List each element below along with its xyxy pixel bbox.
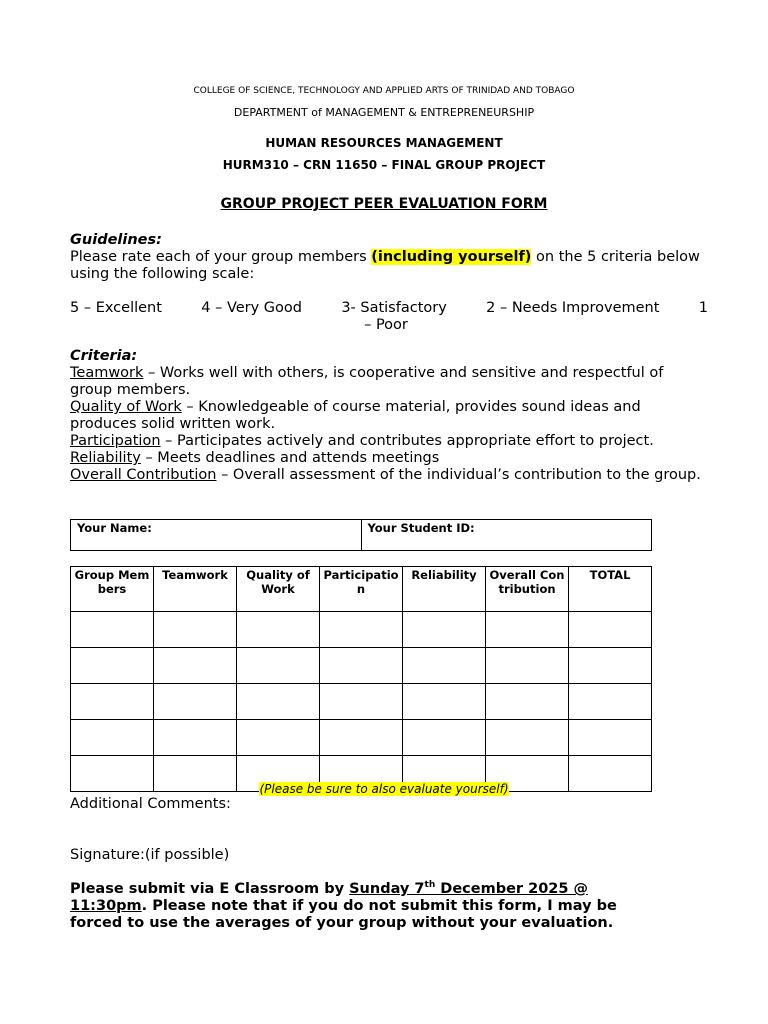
table-row <box>71 720 652 756</box>
table-cell[interactable] <box>569 720 652 756</box>
guidelines-section <box>70 232 702 283</box>
criterion-participation <box>70 433 702 450</box>
table-cell[interactable] <box>569 648 652 684</box>
table-cell[interactable] <box>154 720 237 756</box>
table-cell[interactable] <box>320 684 403 720</box>
scale-very-good: 4 – Very Good <box>201 300 302 316</box>
scale-excellent: 5 – Excellent <box>70 300 162 316</box>
table-row <box>71 684 652 720</box>
criterion-name: Teamwork <box>70 365 144 381</box>
table-row <box>71 612 652 648</box>
criterion-quality-of-work <box>70 399 702 433</box>
table-cell[interactable] <box>71 720 154 756</box>
table-cell[interactable] <box>237 648 320 684</box>
self-evaluation-note <box>0 782 768 796</box>
table-cell[interactable] <box>403 684 486 720</box>
table-cell[interactable] <box>71 648 154 684</box>
criterion-desc: – Knowledgeable of course material, provides sound ideas and produces solid written work. <box>70 399 641 432</box>
criterion-name: Reliability <box>70 450 141 466</box>
table-cell[interactable] <box>154 612 237 648</box>
header-group-members: Group Members <box>71 567 154 612</box>
scale-needs-improvement: 2 – Needs Improvement <box>486 300 660 316</box>
criterion-name: Overall Contribution <box>70 467 217 483</box>
criterion-name: Quality of Work <box>70 399 182 415</box>
student-id-label: Your Student ID: <box>367 521 475 535</box>
course-title: HURM310 – CRN 11650 – FINAL GROUP PROJECT <box>222 158 546 172</box>
guidelines-text-before: Please rate each of your group members <box>70 249 372 265</box>
table-cell[interactable] <box>403 720 486 756</box>
table-cell[interactable] <box>320 648 403 684</box>
deadline-date-a: Sunday 7 <box>349 881 425 897</box>
evaluation-table <box>70 566 652 792</box>
table-cell[interactable] <box>237 684 320 720</box>
your-name-field[interactable] <box>71 520 362 551</box>
criteria-heading: Criteria: <box>70 348 138 364</box>
student-id-field[interactable] <box>361 520 652 551</box>
scale-poor-label: – Poor <box>364 317 408 333</box>
header-reliability: Reliability <box>403 567 486 612</box>
criterion-teamwork <box>70 365 702 399</box>
signature-label: Signature:(if possible) <box>70 847 230 863</box>
table-row <box>71 648 652 684</box>
deadline-date-sup: th <box>424 880 436 891</box>
header-teamwork: Teamwork <box>154 567 237 612</box>
header-quality-of-work: Quality of Work <box>237 567 320 612</box>
table-cell[interactable] <box>403 612 486 648</box>
table-cell[interactable] <box>237 720 320 756</box>
guidelines-highlight: (including yourself) <box>371 249 532 265</box>
table-cell[interactable] <box>486 612 569 648</box>
form-title: GROUP PROJECT PEER EVALUATION FORM <box>220 196 548 212</box>
your-name-label: Your Name: <box>77 521 152 535</box>
table-cell[interactable] <box>154 648 237 684</box>
criterion-desc: – Participates actively and contributes appropriate effort to project. <box>160 433 654 449</box>
table-cell[interactable] <box>71 684 154 720</box>
self-evaluation-note-text: (Please be sure to also evaluate yourself) <box>259 782 509 796</box>
table-cell[interactable] <box>569 612 652 648</box>
guidelines-text-after: on the 5 criteria below using the following scale: <box>70 249 700 282</box>
table-cell[interactable] <box>320 612 403 648</box>
deadline-date-b: December 2025 @ 11:30pm <box>70 881 589 914</box>
department-name: DEPARTMENT of MANAGEMENT & ENTREPRENEURSHIP <box>233 106 535 119</box>
header-total: TOTAL <box>569 567 652 612</box>
scale-satisfactory: 3- Satisfactory <box>341 300 447 316</box>
rating-scale <box>70 300 708 334</box>
table-cell[interactable] <box>154 684 237 720</box>
submit-text-1: Please submit via E Classroom by <box>70 881 350 897</box>
table-cell[interactable] <box>403 648 486 684</box>
criterion-name: Participation <box>70 433 161 449</box>
additional-comments-label: Additional Comments: <box>70 796 231 812</box>
criterion-overall-contribution <box>70 467 702 484</box>
table-cell[interactable] <box>71 612 154 648</box>
guidelines-heading: Guidelines: <box>70 232 162 248</box>
college-name: COLLEGE OF SCIENCE, TECHNOLOGY AND APPLIED ARTS OF TRINIDAD AND TOBAGO <box>193 86 575 96</box>
subject-title: HUMAN RESOURCES MANAGEMENT <box>265 136 503 150</box>
criterion-desc: – Works well with others, is cooperative and sensitive and respectful of group members. <box>70 365 664 398</box>
table-cell[interactable] <box>320 720 403 756</box>
scale-poor-number: 1 <box>698 300 708 316</box>
submit-text-2: . Please note that if you do not submit this form, I may be forced to use the averages of your group without your evaluation. <box>70 898 617 931</box>
table-cell[interactable] <box>486 648 569 684</box>
criterion-desc: – Meets deadlines and attends meetings <box>140 450 440 466</box>
criterion-desc: – Overall assessment of the individual’s contribution to the group. <box>216 467 701 483</box>
submission-instructions <box>70 881 670 932</box>
table-cell[interactable] <box>569 684 652 720</box>
header-participation: Participation <box>320 567 403 612</box>
student-id-table <box>70 519 652 551</box>
table-cell[interactable] <box>486 720 569 756</box>
header-overall-contribution: Overall Contribution <box>486 567 569 612</box>
criterion-reliability <box>70 450 702 467</box>
evaluation-header-row <box>71 567 652 612</box>
criteria-section <box>70 348 702 484</box>
table-cell[interactable] <box>486 684 569 720</box>
guidelines-text <box>70 249 702 283</box>
table-cell[interactable] <box>237 612 320 648</box>
